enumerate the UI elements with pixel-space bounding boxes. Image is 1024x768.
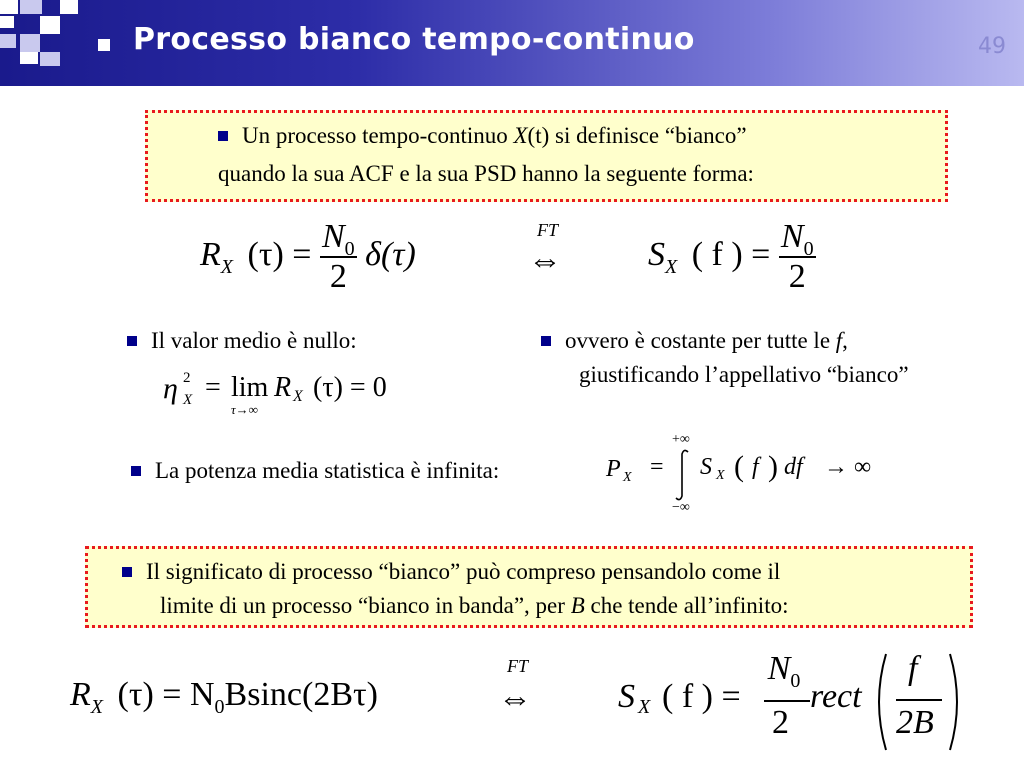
- psd-bandlimited-formula: S X ( f ) = $N_0$ 2 rect f 2B: [618, 650, 970, 754]
- square-bullet-icon: [541, 336, 551, 346]
- equivalence-arrow-icon: ⇔: [528, 242, 562, 279]
- definition-line-2: quando la sua ACF e la sua PSD hanno la seguente forma:: [218, 161, 754, 186]
- ft-label-2: FT: [507, 656, 529, 676]
- acf-bandlimited-formula: $R_X$ $(\tau) = N_0Bsinc(2B\tau)$: [70, 676, 378, 718]
- equivalence-arrow-icon: ⇔: [498, 680, 532, 717]
- integral-icon: [674, 448, 694, 502]
- square-bullet-icon: [218, 131, 228, 141]
- band-limited-line-2: limite di un processo “bianco in banda”, per B che tende all’infinito:: [160, 593, 789, 618]
- square-bullet-icon: [127, 336, 137, 346]
- slide-title: Processo bianco tempo-continuo: [133, 22, 695, 57]
- acf-white-formula: $R_X$ (τ) = $\frac{N_0}{2}$ δ(τ): [200, 218, 416, 295]
- constant-line-2: giustificando l’appellativo “bianco”: [579, 362, 909, 387]
- square-bullet-icon: [122, 567, 132, 577]
- band-limited-line-1: Il significato di processo “bianco” può compreso pensandolo come il: [122, 555, 780, 589]
- band-limited-box: [85, 546, 973, 628]
- page-number: 49: [978, 34, 1006, 59]
- definition-box: [145, 110, 948, 202]
- mean-label: Il valor medio è nullo:: [127, 324, 357, 358]
- ft-label-1: FT: [537, 220, 559, 240]
- psd-white-formula: $S_X$ ( f ) = $\frac{N_0}{2}$: [648, 218, 814, 295]
- title-bullet-icon: [98, 39, 110, 51]
- square-bullet-icon: [131, 466, 141, 476]
- power-label: La potenza media statistica è infinita:: [131, 454, 499, 488]
- mean-formula: η 2 X = lim τ→∞ R X (τ) = 0: [163, 370, 387, 417]
- constant-line-1: ovvero è costante per tutte le f,: [541, 324, 848, 358]
- power-formula: P X = +∞ −∞ S X ( f ) df → ∞: [606, 432, 872, 515]
- definition-line-1: Un processo tempo-continuo X(t) si definisce “bianco”: [218, 119, 747, 153]
